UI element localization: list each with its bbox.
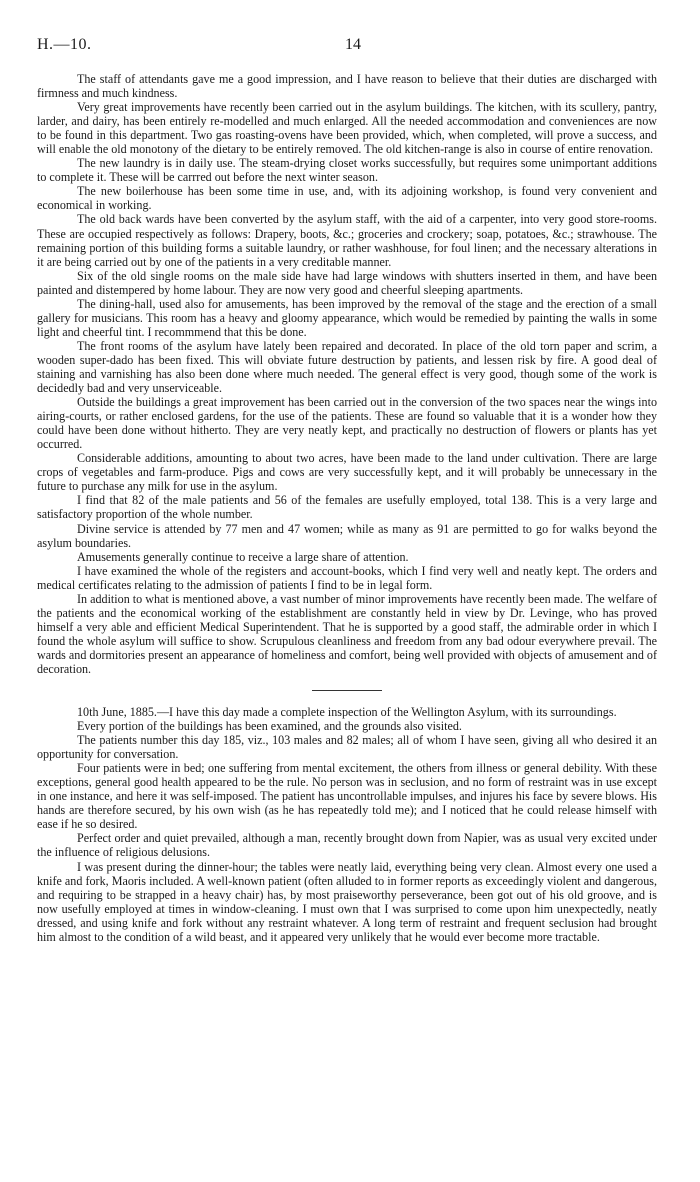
paragraph: Outside the buildings a great improvement has been carried out in the conversion of the two spaces near the wings into airing-courts, or rather enclosed gardens, for the use of the patients. These are found so valuable that it is a wonder how they could have been done without hitherto. They are very neatly kept, and practically no destruction of flowers or plants has yet occurred.: [37, 395, 657, 452]
paragraph: 10th June, 1885.—I have this day made a complete inspection of the Wellington Asylum, with its surroundings.: [77, 705, 617, 720]
paragraph: The dining-hall, used also for amusements, has been improved by the removal of the stage and the erection of a small gallery for musicians. This room has a heavy and gloomy appearance, which would be remedied by painting the walls in some light and cheerful tint. I recommmend that this be done.: [37, 296, 657, 339]
paragraph: Every portion of the buildings has been examined, and the grounds also visited.: [77, 719, 462, 734]
report-body: [37, 72, 657, 944]
section-divider: [312, 690, 382, 691]
paragraph: The front rooms of the asylum have lately been repaired and decorated. In place of the old torn paper and scrim, a wooden super-dado has been fixed. This will obviate future destruction by patients, and lessen risk by fire. A good deal of staining and varnishing has also been done where much needed. The general effect is very good, though some of the work is decidedly bad and very unserviceable.: [37, 338, 657, 396]
report-section-asylum-improvements: [37, 72, 657, 676]
paragraph: The old back wards have been converted by the asylum staff, with the aid of a carpenter, into very good store-rooms. These are occupied respectively as follows: Drapery, boots, &c.; groceries and crockery; soap, potatoes, &c.; strawhouse. The remaining portion of this building forms a suitable laundry, or rather washhouse, for foul linen; and the necessary alterations in it are being carried out by one of the patients in a very creditable manner.: [37, 212, 657, 269]
paragraph: The staff of attendants gave me a good impression, and I have reason to believe that their duties are discharged with firmness and much kindness.: [37, 72, 657, 101]
paragraph: Considerable additions, amounting to about two acres, have been made to the land under cultivation. There are large crops of vegetables and farm-produce. Pigs and cows are very successfully kept, and it will probably be unnecessary in the future to purchase any milk for use in the asylum.: [37, 451, 657, 494]
paragraph: In addition to what is mentioned above, a vast number of minor improvements have recently been made. The welfare of the patients and the economical working of the establishment are constantly held in view by Dr. Levinge, who has proved himself a very able and efficient Medical Superintendent. That he is supported by a good staff, the admirable order in which I found the whole asylum will suffice to show. Scrupulous cleanliness and freedom from any bad odour everywhere prevail. The wards and dormitories present an appearance of homeliness and comfort, being well provided with objects of amusement and of decoration.: [37, 591, 657, 676]
page-number: 14: [345, 36, 361, 53]
document-reference: H.—10.: [37, 36, 92, 53]
paragraph: Very great improvements have recently been carried out in the asylum buildings. The kitchen, with its scullery, pantry, larder, and dairy, has been entirely re-modelled and much enlarged. All the needed accommodation and conveniences are now to be found in this department. Two gas roasting-ovens have been provided, which, when completed, will prove a success, and will enable the old monotony of the dietary to be entirely removed. The old kitchen-range is also in course of entire renovation.: [37, 100, 657, 157]
paragraph: Divine service is attended by 77 men and 47 women; while as many as 91 are permitted to go for walks beyond the asylum boundaries.: [37, 521, 657, 550]
paragraph: I find that 82 of the male patients and 56 of the females are usefully employed, total 138. This is a very large and satisfactory proportion of the whole number.: [37, 493, 657, 522]
paragraph: Perfect order and quiet prevailed, although a man, recently brought down from Napier, was as usual very excited under the influence of religious delusions.: [37, 831, 657, 860]
paragraph: The patients number this day 185, viz., 103 males and 82 males; all of whom I have seen, giving all who desired it an opportunity for conversation.: [37, 733, 657, 762]
paragraph: Amusements generally continue to receive a large share of attention.: [77, 549, 409, 564]
paragraph: I have examined the whole of the registers and account-books, which I find very well and neatly kept. The orders and medical certificates relating to the admission of patients I find to be in legal form.: [37, 563, 657, 592]
paragraph: Four patients were in bed; one suffering from mental excitement, the others from illness or general debility. With these exceptions, general good health appeared to be the rule. No person was in seclusion, and no form of restraint was in use except in one instance, and here it was self-imposed. The patient has uncontrollable impulses, and injures his face by severe blows. His hands are therefore secured, by his own wish (as he has repeatedly told me); and I noticed that he could release himself with ease if he so desired.: [37, 761, 657, 832]
paragraph: I was present during the dinner-hour; the tables were neatly laid, everything being very clean. Almost every one used a knife and fork, Maoris included. A well-known patient (often alluded to in former reports as exceedingly violent and dangerous, and requiring to be strapped in a heavy chair) has, by most praiseworthy perseverance, been got out of his old groove, and is now usefully employed at times in window-cleaning. I must own that I was surprised to come upon him unexpectedly, neatly dressed, and using knife and fork without any restraint whatever. A long term of restraint and frequent seclusion had brought him almost to the condition of a wild beast, and it appeared very unlikely that he would ever become more tractable.: [37, 859, 657, 944]
running-header: [37, 36, 663, 56]
paragraph: The new boilerhouse has been some time in use, and, with its adjoining workshop, is found very convenient and economical in working.: [37, 184, 657, 213]
paragraph: Six of the old single rooms on the male side have had large windows with shutters inserted in them, and have been painted and distempered by home labour. They are now very good and cheerful sleeping apartments.: [37, 268, 657, 297]
report-section-wellington-inspection: [37, 705, 657, 944]
paragraph: The new laundry is in daily use. The steam-drying closet works successfully, but requires some unimportant additions to complete it. These will be carrred out before the next winter season.: [37, 156, 657, 185]
